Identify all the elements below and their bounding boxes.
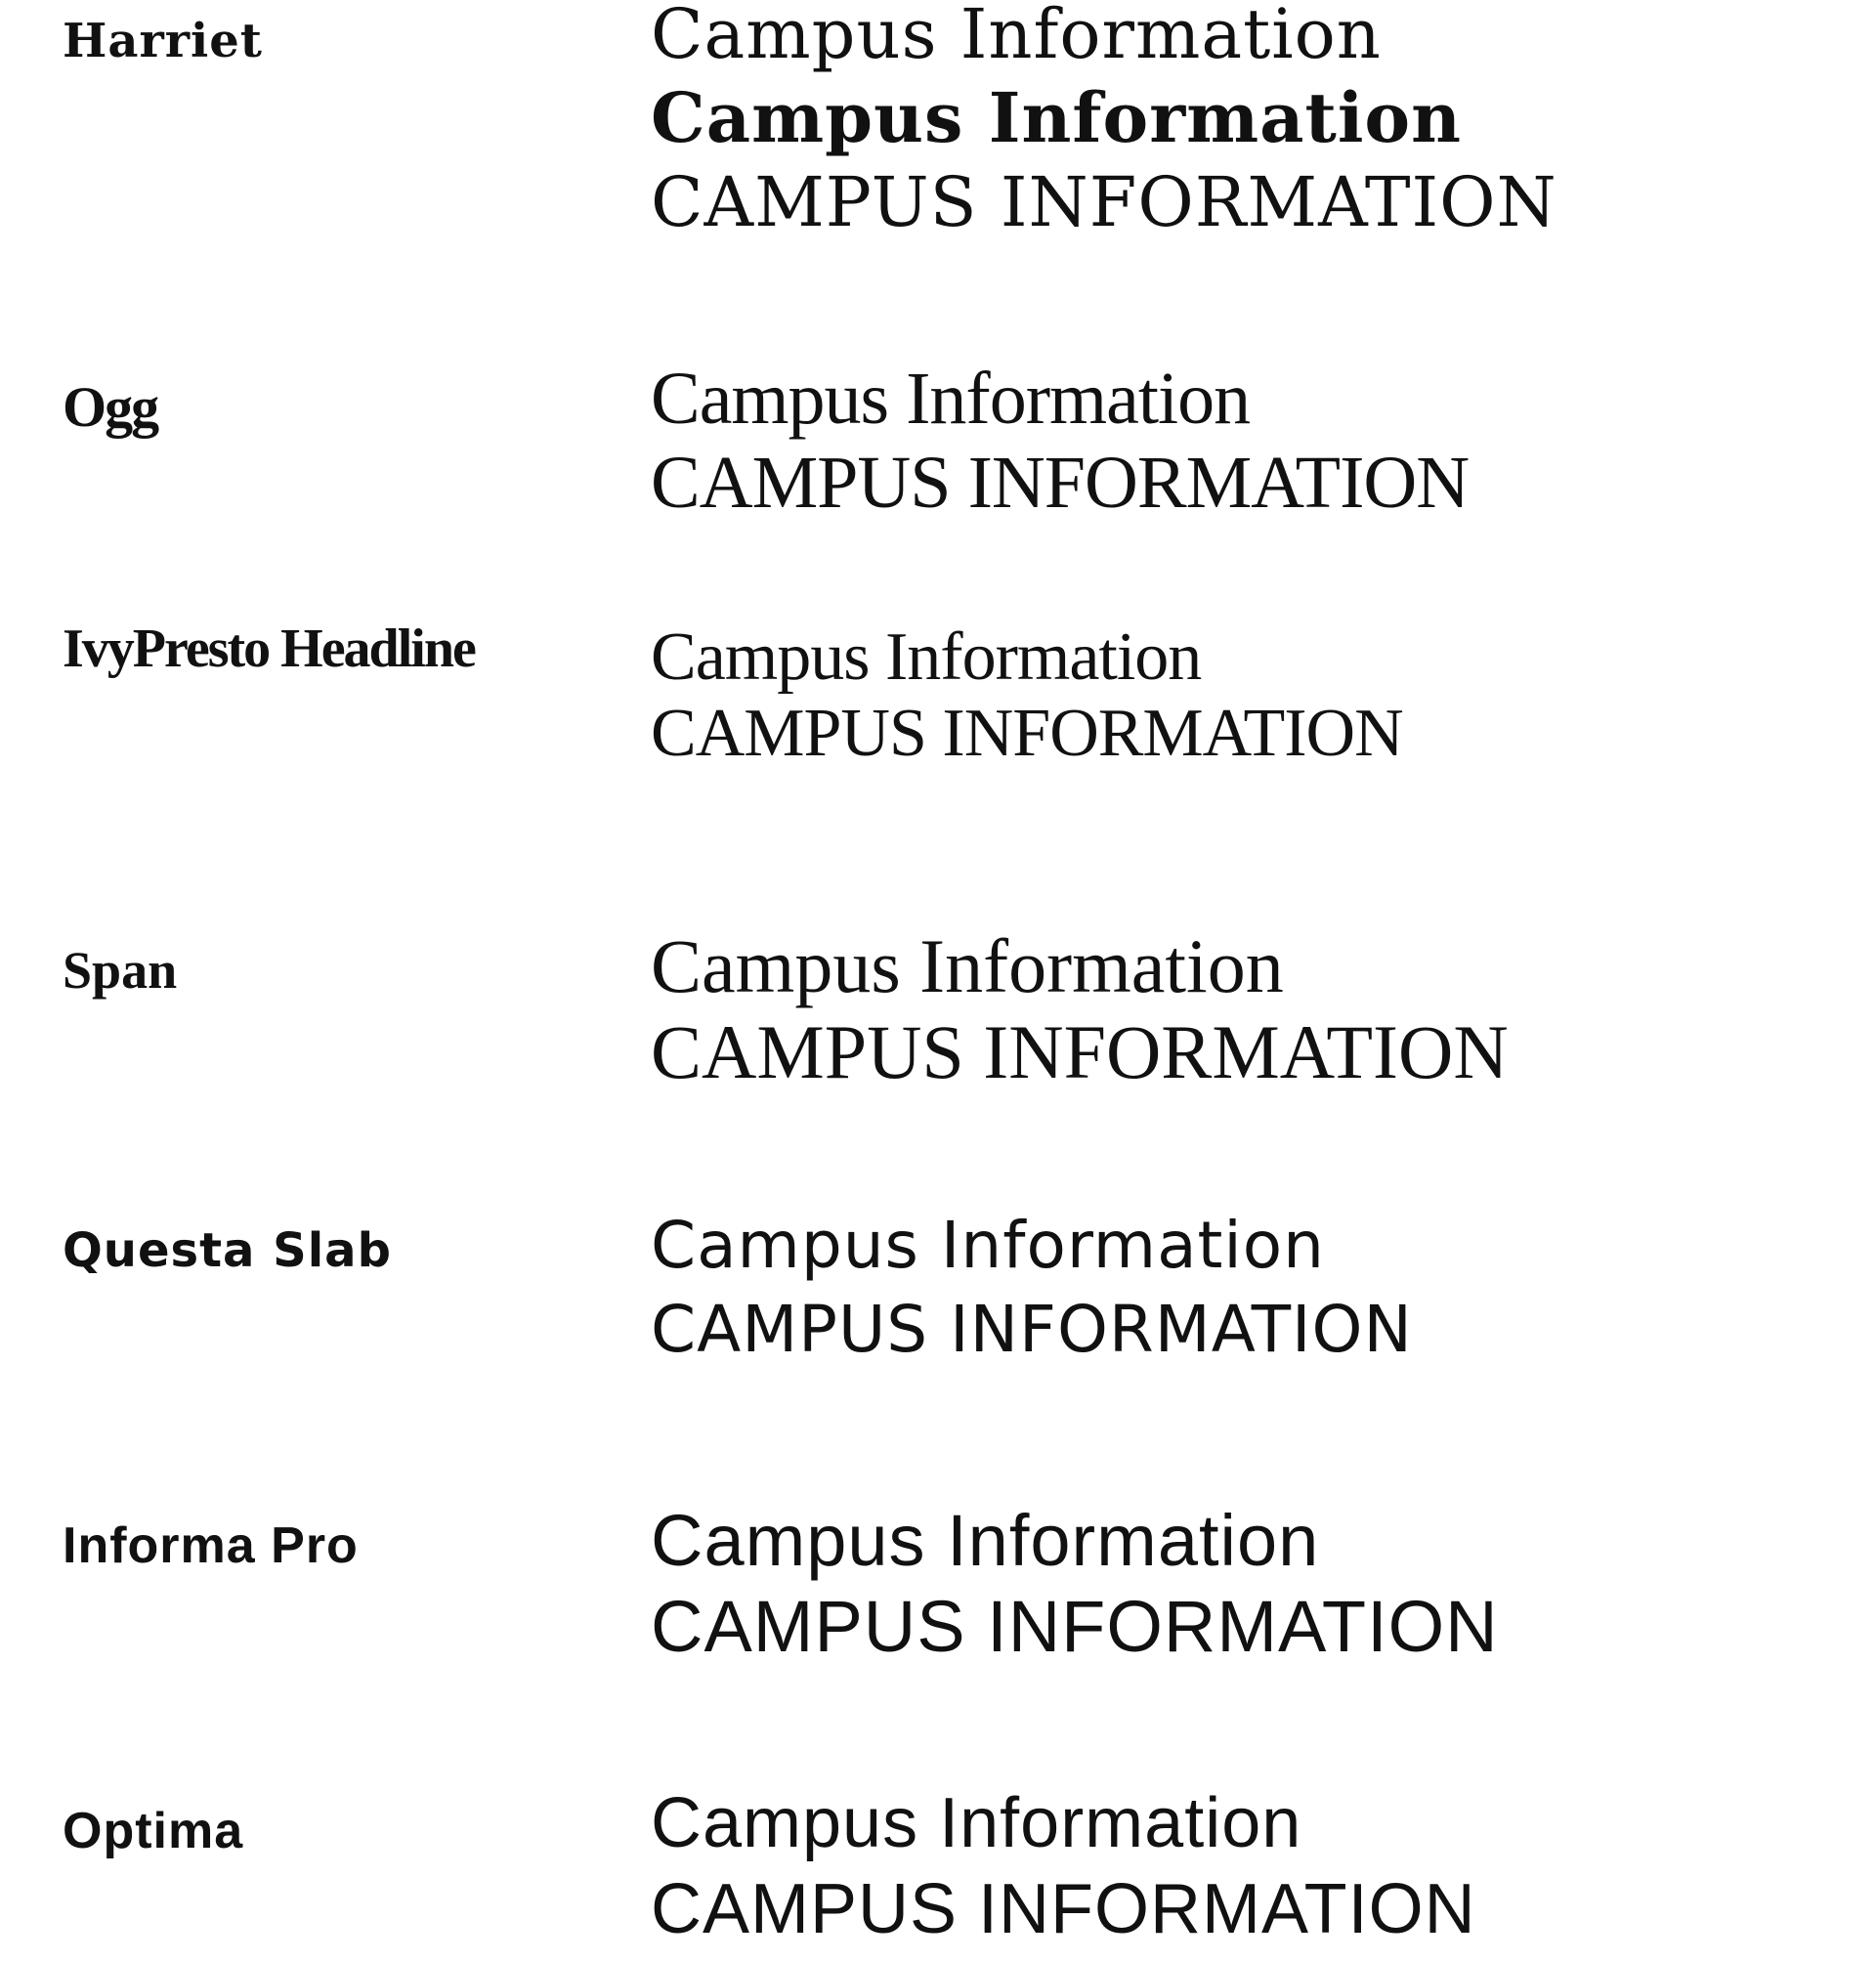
- sample-text-block: [651, 358, 1470, 530]
- sample-text-block: [651, 619, 1403, 776]
- font-name-label: IvyPresto Headline: [63, 618, 475, 679]
- sample-regular: Campus Information: [651, 1500, 1320, 1581]
- font-name-label: Ogg: [63, 375, 158, 439]
- sample-text-block: [651, 1500, 1499, 1677]
- sample-regular: Campus Information: [651, 619, 1202, 695]
- sample-text-block: [651, 923, 1509, 1100]
- sample-uppercase: CAMPUS INFORMATION: [651, 1009, 1509, 1094]
- font-name-label: Span: [63, 941, 178, 1000]
- sample-regular: Campus Information: [651, 0, 1382, 74]
- sample-regular: Campus Information: [651, 1784, 1302, 1862]
- sample-regular: Campus Information: [651, 923, 1284, 1008]
- font-name-label: Questa Slab: [63, 1223, 392, 1278]
- font-name-label: Optima: [63, 1803, 244, 1859]
- sample-uppercase: CAMPUS INFORMATION: [651, 162, 1557, 242]
- sample-uppercase: CAMPUS INFORMATION: [651, 1870, 1476, 1948]
- sample-uppercase: CAMPUS INFORMATION: [651, 696, 1403, 771]
- sample-regular: Campus Information: [651, 1208, 1325, 1283]
- sample-text-block: [651, 0, 1557, 252]
- sample-uppercase: CAMPUS INFORMATION: [651, 1292, 1413, 1367]
- sample-text-block: [651, 1784, 1476, 1960]
- sample-uppercase: CAMPUS INFORMATION: [651, 1586, 1499, 1667]
- sample-text-block: [651, 1208, 1413, 1382]
- font-name-label: Informa Pro: [63, 1517, 359, 1574]
- font-name-label: Harriet: [63, 14, 263, 68]
- sample-regular: Campus Information: [651, 358, 1251, 440]
- sample-bold: Campus Information: [651, 77, 1463, 158]
- sample-uppercase: CAMPUS INFORMATION: [651, 442, 1470, 524]
